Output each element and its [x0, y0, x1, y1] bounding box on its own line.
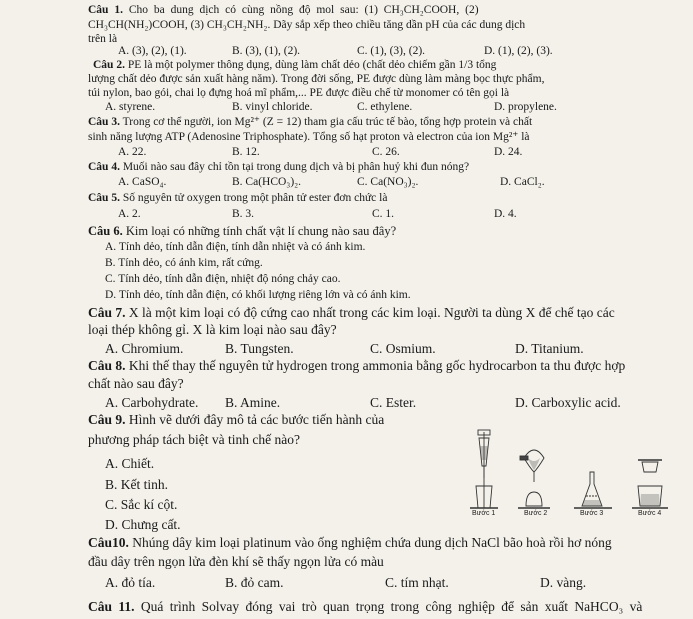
question-number: Câu 7. — [88, 305, 126, 320]
q6-option-d[interactable]: D. Tính dẻo, tính dẫn điện, có khối lượng riêng lớn và có ánh kim. — [105, 289, 411, 301]
figure-caption-step-4: Bước 4 — [638, 510, 662, 517]
q8-option-d[interactable]: D. Carboxylic acid. — [515, 395, 621, 410]
q6-option-c[interactable]: C. Tính dẻo, tính dẫn điện, nhiệt độ nóng chảy cao. — [105, 273, 341, 285]
question-number: Câu 4. — [88, 161, 120, 173]
q2-option-a[interactable]: A. styrene. — [105, 101, 156, 113]
q7-option-c[interactable]: C. Osmium. — [370, 341, 436, 356]
question-number: Câu 9. — [88, 412, 126, 427]
q10-stem-line2: đầu dây trên ngọn lửa đèn khí sẽ thấy ngọn lửa có màu — [88, 554, 384, 569]
q3-option-b[interactable]: B. 12. — [232, 146, 260, 158]
q5-option-d[interactable]: D. 4. — [494, 208, 517, 220]
question-number: Câu 8. — [88, 358, 126, 373]
question-number: Câu 5. — [88, 192, 120, 204]
q2-stem-line2: lượng chất dẻo được sản xuất hàng năm). Trong đời sống, PE được dùng làm màng bọc thực phẩm, — [88, 73, 545, 85]
q9-option-a[interactable]: A. Chiết. — [105, 456, 155, 471]
question-number: Câu10. — [88, 535, 129, 550]
q2-option-c[interactable]: C. ethylene. — [357, 101, 413, 113]
figure-caption-step-2: Bước 2 — [524, 510, 548, 517]
q1-option-d[interactable]: D. (1), (2), (3). — [484, 45, 553, 57]
q8-stem-line1: Câu 8. Khi thế thay thế nguyên tử hydrogen trong ammonia bằng gốc hydrocarbon ta thu được hợp — [88, 358, 626, 373]
q7-stem-line1: Câu 7. X là một kim loại có độ cứng cao nhất trong các kim loại. Người ta dùng X để chế tạo các — [88, 305, 615, 320]
q1-stem-line2: CH₃CH(NH₂)COOH, (3) CH₃CH₂NH₂. Dãy sắp xếp theo chiều tăng dần pH của các dung dịch — [88, 19, 526, 31]
q6-option-b[interactable]: B. Tính dẻo, có ánh kim, rất cứng. — [105, 257, 263, 269]
q9-option-d[interactable]: D. Chưng cất. — [105, 517, 181, 532]
q3-stem-line2: sinh năng lượng ATP (Adenosine Triphosphate). Tổng số hạt proton và electron của ion Mg²⁺ là — [88, 131, 530, 143]
q1-option-b[interactable]: B. (3), (1), (2). — [232, 45, 301, 57]
question-number: Câu 11. — [88, 599, 135, 614]
q10-option-d[interactable]: D. vàng. — [540, 575, 587, 590]
q9-stem-line2: phương pháp tách biệt và tinh chế nào? — [88, 432, 301, 447]
q3-option-c[interactable]: C. 26. — [372, 146, 400, 158]
q5-option-c[interactable]: C. 1. — [372, 208, 395, 220]
q2-stem-line1: Câu 2. PE là một polymer thông dụng, dùng làm chất dẻo (chất dẻo chiếm gần 1/3 tổng — [93, 59, 497, 71]
question-number: Câu 1. — [88, 4, 123, 16]
q5-stem-line1: Câu 5. Số nguyên tử oxygen trong một phân tử ester đơn chức là — [88, 192, 388, 204]
q4-option-d[interactable]: D. CaCl₂. — [500, 176, 545, 188]
q3-option-a[interactable]: A. 22. — [118, 146, 147, 158]
figure-caption-step-1: Bước 1 — [472, 510, 496, 517]
q10-stem-line1: Câu10. Nhúng dây kim loại platinum vào ống nghiệm chứa dung dịch NaCl bão hoà rồi hơ nóng — [88, 535, 612, 550]
q8-option-a[interactable]: A. Carbohydrate. — [105, 395, 199, 410]
q1-option-a[interactable]: A. (3), (2), (1). — [118, 45, 187, 57]
question-number: Câu 3. — [88, 116, 120, 128]
q7-option-d[interactable]: D. Titanium. — [515, 341, 584, 356]
question-number: Câu 2. — [93, 59, 125, 71]
q4-option-b[interactable]: B. Ca(HCO₃)₂. — [232, 176, 302, 188]
q7-option-a[interactable]: A. Chromium. — [105, 341, 184, 356]
q6-stem-line1: Câu 6. Kim loại có những tính chất vật lí chung nào sau đây? — [88, 224, 397, 238]
q7-stem-line2: loại thép không gỉ. X là kim loại nào sau đây? — [88, 322, 337, 337]
q4-option-c[interactable]: C. Ca(NO₃)₂. — [357, 176, 419, 188]
q1-option-c[interactable]: C. (1), (3), (2). — [357, 45, 426, 57]
q1-stem-line3: trên là — [88, 33, 118, 45]
question-number: Câu 6. — [88, 224, 123, 238]
q9-figure — [452, 428, 677, 520]
q10-option-b[interactable]: B. đỏ cam. — [225, 575, 284, 590]
q9-option-c[interactable]: C. Sắc kí cột. — [105, 497, 178, 512]
q9-stem-line1: Câu 9. Hình vẽ dưới đây mô tả các bước tiến hành của — [88, 412, 385, 427]
q10-option-a[interactable]: A. đỏ tía. — [105, 575, 156, 590]
q7-option-b[interactable]: B. Tungsten. — [225, 341, 294, 356]
q2-option-d[interactable]: D. propylene. — [494, 101, 557, 113]
q4-option-a[interactable]: A. CaSO₄. — [118, 176, 167, 188]
q10-option-c[interactable]: C. tím nhạt. — [385, 575, 449, 590]
q8-option-b[interactable]: B. Amine. — [225, 395, 281, 410]
q3-option-d[interactable]: D. 24. — [494, 146, 523, 158]
q2-option-b[interactable]: B. vinyl chloride. — [232, 101, 313, 113]
q4-stem-line1: Câu 4. Muối nào sau đây chỉ tồn tại trong dung dịch và bị phân huỷ khi đun nóng? — [88, 161, 470, 173]
q8-option-c[interactable]: C. Ester. — [370, 395, 417, 410]
separation-steps-illustration — [452, 428, 677, 520]
q9-option-b[interactable]: B. Kết tinh. — [105, 477, 168, 492]
q5-option-b[interactable]: B. 3. — [232, 208, 255, 220]
figure-caption-step-3: Bước 3 — [580, 510, 604, 517]
q11-stem-line1: Câu 11. Quá trình Solvay đóng vai trò quan trọng trong công nghiệp để sản xuất NaHCO₃ và — [88, 599, 643, 614]
q5-option-a[interactable]: A. 2. — [118, 208, 141, 220]
q2-stem-line3: túi nylon, bao gói, chai lọ đựng hoá mĩ phẩm,... PE được điều chế từ monomer có tên gọi là — [88, 87, 510, 99]
q8-stem-line2: chất nào sau đây? — [88, 376, 184, 391]
q3-stem-line1: Câu 3. Trong cơ thể người, ion Mg²⁺ (Z = 12) tham gia cấu trúc tế bào, tổng hợp protein và chất — [88, 116, 533, 128]
q1-stem-line1: Câu 1. Cho ba dung dịch có cùng nồng độ mol sau: (1) CH₃CH₂COOH, (2) — [88, 4, 479, 16]
q6-option-a[interactable]: A. Tính dẻo, tính dẫn điện, tính dẫn nhiệt và có ánh kim. — [105, 241, 366, 253]
